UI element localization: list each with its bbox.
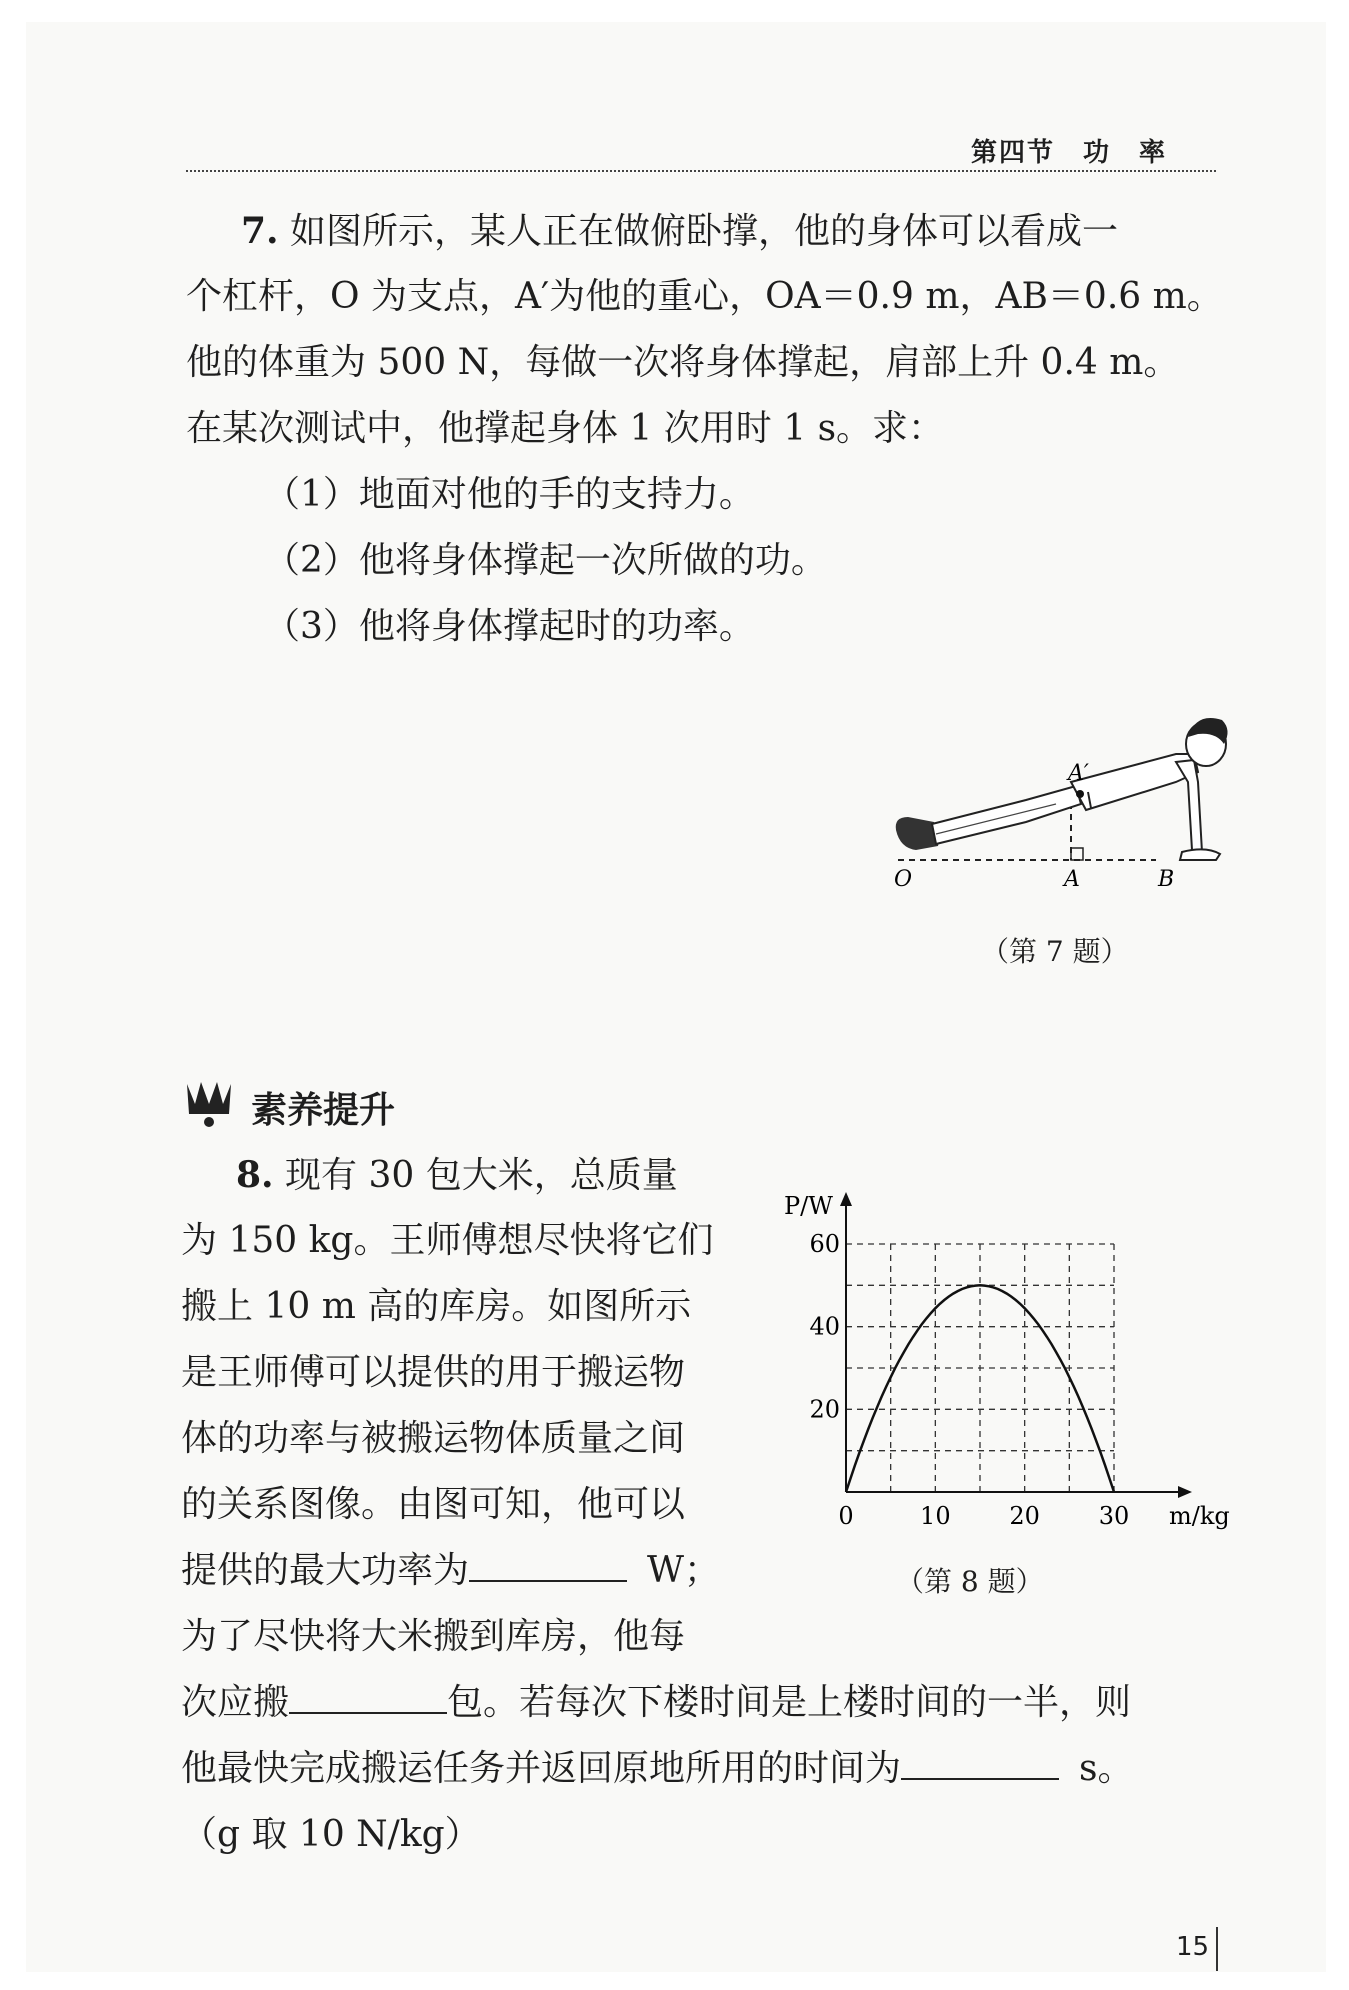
answer-blank-max-power[interactable] xyxy=(469,1550,627,1582)
q8-line6: 的关系图像。由图可知，他可以 xyxy=(181,1484,686,1525)
q8-line2: 为 150 kg。王师傅想尽快将它们 xyxy=(181,1220,714,1261)
q8-line7: 提供的最大功率为 W； xyxy=(181,1550,721,1591)
q7-caption: （第 7 题） xyxy=(981,935,1129,968)
q7-sub2: （2）他将身体撑起一次所做的功。 xyxy=(264,540,827,581)
q8-line9: 次应搬 包。若每次下楼时间是上楼时间的一半，则 xyxy=(181,1682,1132,1723)
textbook-page xyxy=(26,22,1326,1972)
q8-line4: 是王师傅可以提供的用于搬运物 xyxy=(181,1352,686,1393)
q8-line5: 体的功率与被搬运物体质量之间 xyxy=(181,1418,686,1459)
pushup-figure xyxy=(876,682,1256,902)
page-number-bar xyxy=(1216,1927,1218,1971)
q7-sub1: （1）地面对他的手的支持力。 xyxy=(264,474,755,515)
y-axis-label: P/W xyxy=(784,1192,833,1220)
q7-line2: 个杠杆，O 为支点，A′为他的重心，OA＝0.9 m，AB＝0.6 m。 xyxy=(186,276,1223,317)
answer-blank-bags[interactable] xyxy=(289,1682,447,1714)
q7-sub3: （3）他将身体撑起时的功率。 xyxy=(264,606,755,647)
q7-line4: 在某次测试中，他撑起身体 1 次用时 1 s。求： xyxy=(186,408,945,449)
section-header: 第四节 功 率 xyxy=(971,138,1168,168)
x-tick-label: 10 xyxy=(920,1502,951,1530)
power-mass-chart xyxy=(771,1167,1241,1547)
x-tick-label: 0 xyxy=(838,1502,854,1530)
y-tick-label: 60 xyxy=(809,1230,840,1258)
y-tick-label: 20 xyxy=(809,1395,840,1424)
q7-number: 7. xyxy=(241,210,279,252)
x-tick-label: 20 xyxy=(1009,1502,1040,1530)
x-axis-arrow xyxy=(1178,1486,1192,1498)
q8-line10: 他最快完成搬运任务并返回原地所用的时间为 s。 xyxy=(181,1748,1134,1789)
label-a-prime: A′ xyxy=(1068,761,1089,786)
answer-blank-time[interactable] xyxy=(901,1748,1059,1780)
label-b: B xyxy=(1158,867,1175,892)
section-title: 素养提升 xyxy=(251,1090,396,1131)
gravity-point xyxy=(1076,790,1084,798)
y-tick-label: 40 xyxy=(809,1312,840,1341)
label-o: O xyxy=(894,867,913,892)
y-axis-arrow xyxy=(840,1192,852,1206)
q7-line3: 他的体重为 500 N，每做一次将身体撑起，肩部上升 0.4 m。 xyxy=(186,342,1180,383)
label-a: A xyxy=(1064,867,1080,892)
q8-caption: （第 8 题） xyxy=(896,1565,1044,1598)
crown-icon xyxy=(181,1074,237,1130)
header-rule xyxy=(186,170,1216,172)
page-number: 15 xyxy=(1176,1932,1210,1962)
x-axis-label: m/kg xyxy=(1169,1502,1230,1530)
q7-line1: 7. 如图所示，某人正在做俯卧撑，他的身体可以看成一 xyxy=(241,210,1119,252)
q8-line3: 搬上 10 m 高的库房。如图所示 xyxy=(181,1286,692,1327)
q8-line8: 为了尽快将大米搬到库房，他每 xyxy=(181,1616,686,1657)
q8-line1: 8. 现有 30 包大米，总质量 xyxy=(236,1154,678,1196)
q8-number: 8. xyxy=(236,1154,274,1196)
q8-line11: （g 取 10 N/kg） xyxy=(181,1814,481,1855)
x-tick-label: 30 xyxy=(1098,1502,1130,1530)
